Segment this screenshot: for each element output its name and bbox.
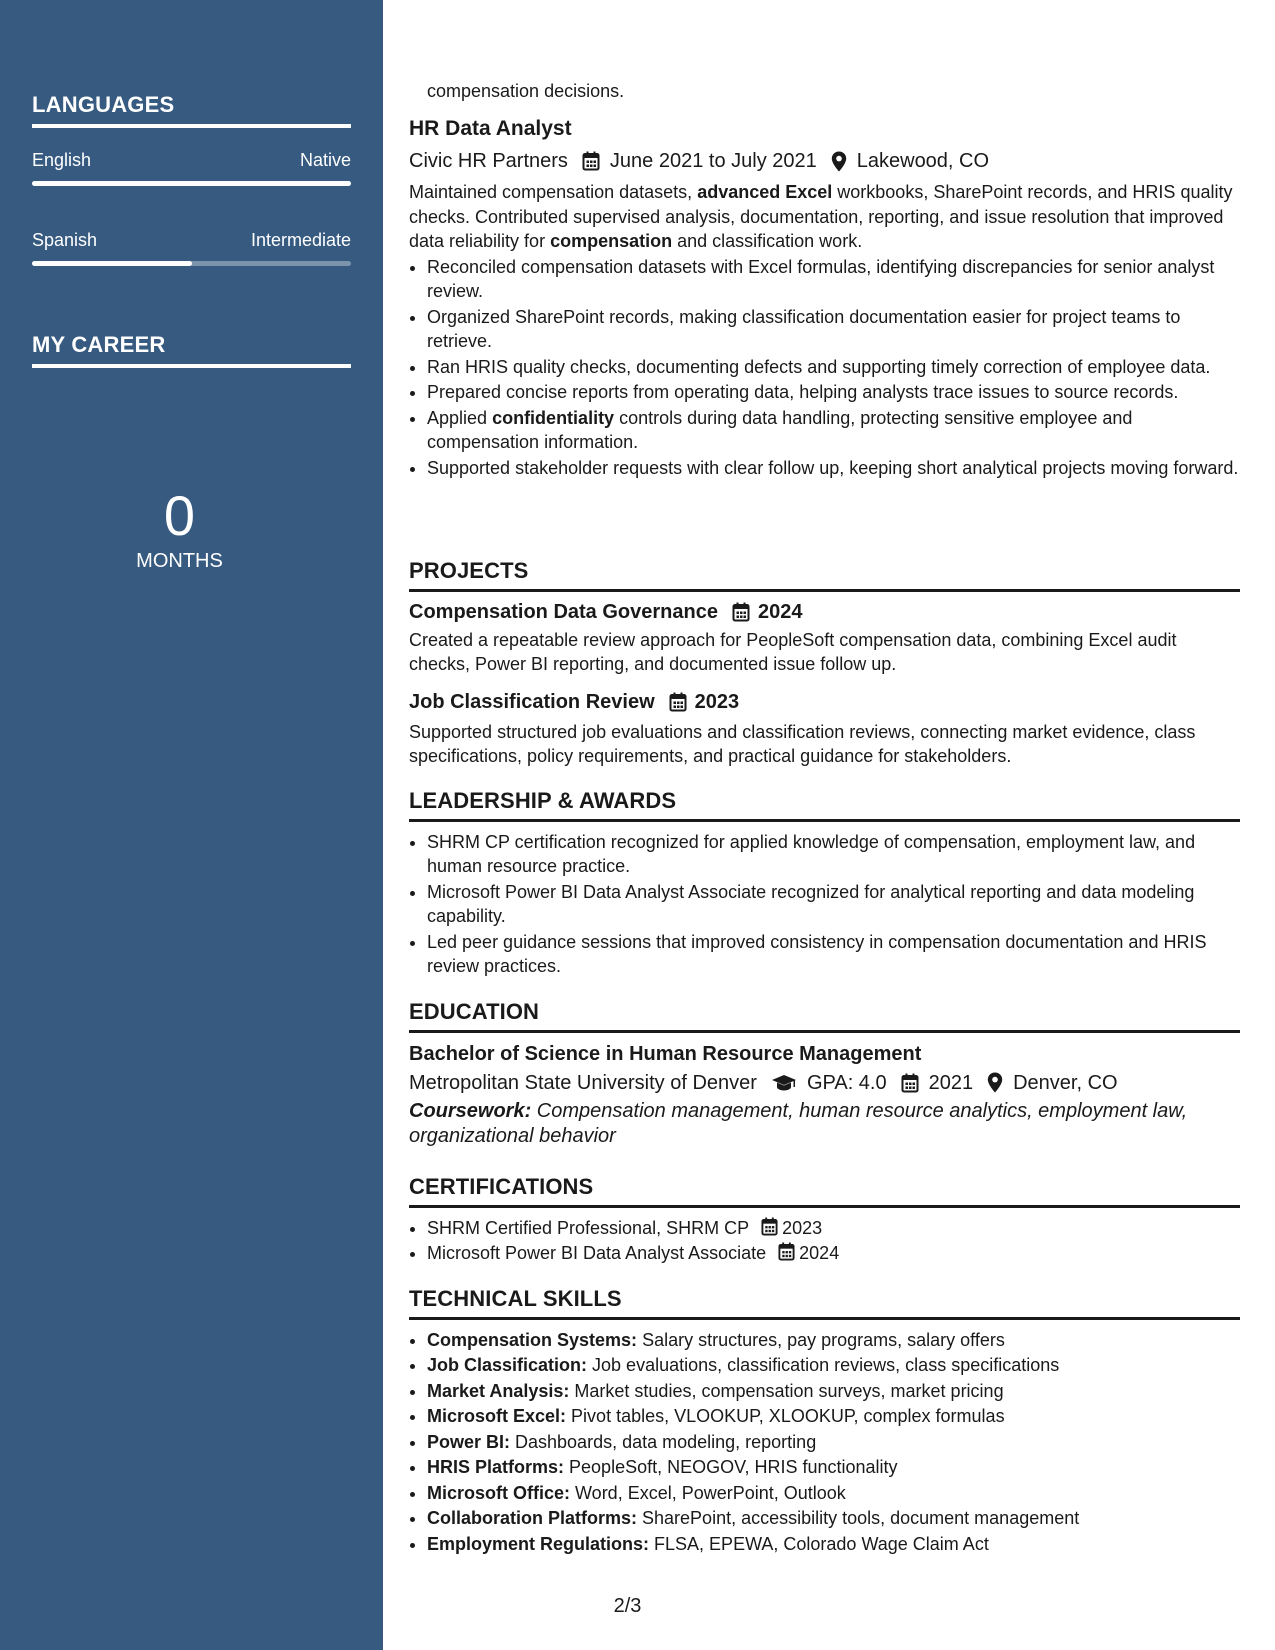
list-item — [427, 1404, 1240, 1429]
skills-section — [409, 1287, 1240, 1557]
language-item — [32, 230, 351, 266]
language-proficiency-bar — [32, 181, 351, 186]
skill-value: FLSA, EPEWA, Colorado Wage Claim Act — [649, 1533, 989, 1554]
education-location: Denver, CO — [1013, 1071, 1118, 1094]
bullet-text: controls during data handling, protecting sensitive employee and compensation information. — [427, 407, 1133, 452]
coursework-label: Coursework: — [409, 1099, 532, 1122]
skill-label: Collaboration Platforms: — [427, 1508, 638, 1528]
career-heading: MY CAREER — [32, 332, 351, 368]
bullet-text: Applied — [427, 407, 493, 428]
list-item — [427, 1379, 1240, 1404]
summary-text: and classification work. — [672, 231, 863, 251]
skill-label: Microsoft Excel: — [427, 1406, 567, 1426]
job-bullets — [409, 255, 1240, 481]
certification-year: 2024 — [799, 1243, 840, 1263]
summary-text: workbooks, SharePoint records, and HRIS quality checks. Contributed supervised analysis, documentation, reporting, and issue resolution that improved data reliability for — [409, 182, 1233, 251]
summary-bold: compensation — [550, 231, 673, 251]
job-meta — [409, 148, 1240, 174]
certification-name: SHRM Certified Professional, SHRM CP — [427, 1217, 750, 1238]
calendar-icon — [901, 1073, 919, 1093]
project-title: Job Classification Review — [409, 690, 655, 713]
calendar-icon — [582, 151, 600, 171]
skill-value: SharePoint, accessibility tools, document management — [637, 1508, 1080, 1528]
list-item: • Microsoft Power BI Data Analyst Associate recognized for analytical reporting and data modeling capability. — [427, 880, 1240, 929]
skill-label: Compensation Systems: — [427, 1329, 638, 1350]
project-item — [409, 689, 1240, 769]
leadership-heading: LEADERSHIP & AWARDS — [409, 789, 1240, 822]
sidebar — [0, 0, 383, 1650]
skill-value: Pivot tables, VLOOKUP, XLOOKUP, complex formulas — [566, 1406, 1005, 1426]
graduation-year: 2021 — [928, 1071, 974, 1094]
calendar-icon — [761, 1217, 778, 1236]
list-item — [427, 1353, 1240, 1378]
skill-value: Job evaluations, classification reviews, class specifications — [587, 1355, 1060, 1375]
language-proficiency-bar — [32, 261, 351, 266]
education-section — [409, 1000, 1240, 1149]
list-item — [427, 1455, 1240, 1480]
project-year: 2023 — [694, 690, 740, 713]
job-summary — [409, 180, 1240, 254]
list-item: • SHRM CP certification recognized for applied knowledge of compensation, employment law, and human resource practice. — [427, 830, 1240, 879]
language-level: Intermediate — [250, 230, 351, 250]
skill-label: Job Classification: — [427, 1355, 588, 1375]
skill-label: HRIS Platforms: — [427, 1457, 565, 1477]
list-item: • Reconciled compensation datasets with Excel formulas, identifying discrepancies for senior analyst review. — [427, 255, 1240, 304]
list-item — [427, 406, 1240, 455]
skills-heading: TECHNICAL SKILLS — [409, 1287, 1240, 1320]
list-item: • Prepared concise reports from operating data, helping analysts trace issues to source records. — [427, 380, 1240, 405]
leadership-list — [409, 830, 1240, 979]
skill-value: Dashboards, data modeling, reporting — [510, 1431, 817, 1452]
certifications-section — [409, 1175, 1240, 1267]
language-level: Native — [299, 150, 351, 170]
coursework-text: Compensation management, human resource analytics, employment law, organizational behavior — [409, 1099, 1188, 1147]
certification-name: Microsoft Power BI Data Analyst Associate — [427, 1243, 767, 1263]
career-months-unit: MONTHS — [136, 550, 223, 572]
project-year: 2024 — [757, 600, 803, 623]
location-pin-icon — [987, 1072, 1003, 1093]
list-item: • Supported stakeholder requests with clear follow up, keeping short analytical projects moving forward. — [427, 456, 1240, 481]
page-number-text: 2/3 — [613, 1595, 642, 1617]
bullet-bold: confidentiality — [492, 407, 615, 428]
language-proficiency-fill — [32, 261, 192, 266]
project-description: Supported structured job evaluations and classification reviews, connecting market evidence, class specifications, policy requirements, and practical guidance for stakeholders. — [409, 721, 1196, 766]
experience-entry — [409, 116, 1240, 481]
certifications-heading: CERTIFICATIONS — [409, 1175, 1240, 1208]
degree-title: Bachelor of Science in Human Resource Management — [409, 1042, 922, 1065]
project-description: Created a repeatable review approach for PeopleSoft compensation data, combining Excel audit checks, Power BI reporting, and documented issue follow up. — [409, 629, 1177, 674]
skill-value: Salary structures, pay programs, salary offers — [637, 1329, 1005, 1350]
leadership-section — [409, 789, 1240, 980]
skill-label: Employment Regulations: — [427, 1533, 650, 1554]
calendar-icon — [669, 692, 687, 712]
skill-value: PeopleSoft, NEOGOV, HRIS functionality — [564, 1457, 898, 1477]
school-name: Metropolitan State University of Denver — [409, 1071, 757, 1094]
list-item — [427, 1241, 1240, 1266]
gpa: GPA: 4.0 — [806, 1071, 887, 1094]
summary-text: Maintained compensation datasets, — [409, 182, 698, 202]
location-pin-icon — [831, 151, 847, 172]
education-heading: EDUCATION — [409, 1000, 1240, 1033]
project-item — [409, 599, 1240, 677]
calendar-icon — [778, 1242, 795, 1261]
list-item: • Ran HRIS quality checks, documenting defects and supporting timely correction of employee data. — [427, 355, 1240, 380]
job-title: HR Data Analyst — [409, 117, 572, 140]
calendar-icon — [732, 602, 750, 622]
language-name: English — [32, 150, 92, 170]
list-item — [427, 1506, 1240, 1531]
graduation-cap-icon — [771, 1074, 797, 1092]
certification-year: 2023 — [782, 1217, 823, 1238]
company-name: Civic HR Partners — [409, 150, 568, 172]
project-title: Compensation Data Governance — [409, 600, 718, 623]
projects-heading: PROJECTS — [409, 559, 1240, 592]
list-item — [427, 1430, 1240, 1455]
language-name: Spanish — [32, 230, 98, 250]
summary-bold: advanced Excel — [697, 182, 833, 202]
experience-continuation: compensation decisions. — [427, 81, 625, 101]
projects-section — [409, 559, 1240, 769]
page-number — [0, 1595, 1275, 1618]
list-item — [427, 1328, 1240, 1353]
list-item — [427, 1481, 1240, 1506]
list-item: • Organized SharePoint records, making classification documentation easier for project teams to retrieve. — [427, 305, 1240, 354]
skill-label: Microsoft Office: — [427, 1482, 571, 1503]
education-meta — [409, 1070, 1240, 1096]
job-dates: June 2021 to July 2021 — [609, 150, 817, 172]
certifications-list — [409, 1216, 1240, 1266]
list-item: • Led peer guidance sessions that improved consistency in compensation documentation and HRIS review practices. — [427, 930, 1240, 979]
list-item — [427, 1216, 1240, 1241]
job-location: Lakewood, CO — [856, 150, 990, 172]
languages-section — [32, 92, 351, 266]
career-months-value: 0 — [163, 484, 196, 547]
skill-label: Market Analysis: — [427, 1380, 570, 1401]
list-item — [427, 1532, 1240, 1557]
skill-value: Market studies, compensation surveys, market pricing — [569, 1380, 1004, 1401]
skill-label: Power BI: — [427, 1431, 511, 1452]
career-section — [32, 332, 351, 368]
language-proficiency-fill — [32, 181, 351, 186]
languages-heading: LANGUAGES — [32, 92, 351, 128]
skill-value: Word, Excel, PowerPoint, Outlook — [570, 1482, 846, 1503]
coursework — [409, 1099, 1240, 1149]
skills-list — [409, 1328, 1240, 1557]
language-item — [32, 150, 351, 186]
